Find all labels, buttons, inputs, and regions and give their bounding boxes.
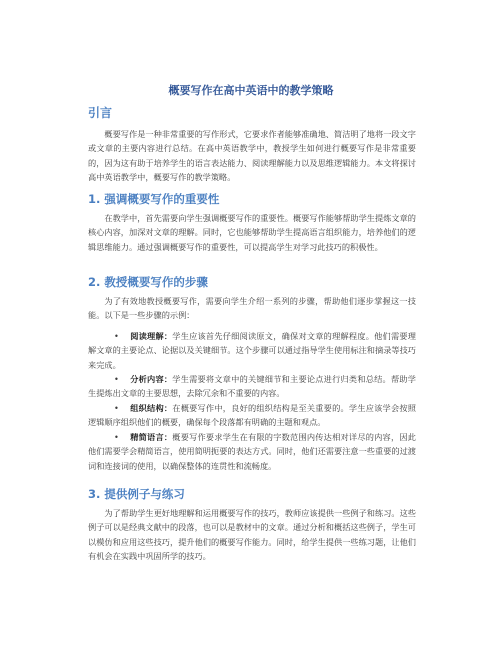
section-3-heading: 3. 提供例子与练习: [88, 487, 185, 501]
bullet-text: 学生应该首先仔细阅读原文，确保对文章的理解程度。他们需要理解文章的主要论点、论据以及关键细节。这个步骤可以通过指导学生使用标注和摘录等技巧来完成。: [88, 331, 416, 370]
bullet-dot: •: [114, 403, 119, 413]
bullet-dot: •: [114, 374, 119, 384]
section-1-heading: 1. 强调概要写作的重要性: [88, 192, 220, 206]
bullet-item: [88, 372, 416, 401]
intro-heading: 引言: [88, 106, 113, 120]
bullet-term: 分析内容：: [130, 374, 173, 384]
bullet-text: 概要写作要求学生在有限的字数范围内传达相对详尽的内容，因此他们需要学会精简语言，使用简明扼要的表达方式。同时，他们还需要注意一些重要的过渡词和连接词的使用，以确保整体的连贯性和流畅度。: [88, 432, 416, 471]
bullet-item: [88, 329, 416, 372]
bullet-term: 组织结构：: [130, 403, 173, 413]
bullet-item: [88, 430, 416, 473]
bullet-dot: •: [114, 432, 119, 442]
section-2-heading: 2. 教授概要写作的步骤: [88, 275, 208, 289]
document-title: 概要写作在高中英语中的教学策略: [168, 84, 334, 97]
bullet-text: 在概要写作中，良好的组织结构是至关重要的。学生应该学会按照逻辑顺序组织他们的概要，确保每个段落都有明确的主题和观点。: [88, 403, 416, 428]
bullet-text: 学生需要将文章中的关键细节和主要论点进行归类和总结。帮助学生提炼出文章的主要思想，去除冗余和不重要的内容。: [88, 374, 416, 399]
bullet-term: 阅读理解：: [130, 331, 173, 341]
intro-paragraph: 概要写作是一种非常重要的写作形式，它要求作者能够准确地、简洁明了地将一段文字或文章的主要内容进行总结。在高中英语教学中，教授学生如何进行概要写作是非常重要的，因为这有助于培养学生的语言表达能力、阅读理解能力以及思维逻辑能力。本文将探讨高中英语教学中，概要写作的教学策略。: [88, 129, 416, 183]
bullet-item: [88, 401, 416, 430]
bullet-term: 精简语言：: [130, 432, 173, 442]
section-2-paragraph: 为了有效地教授概要写作，需要向学生介绍一系列的步骤，帮助他们逐步掌握这一技能。以下是一些步骤的示例：: [88, 296, 416, 321]
section-1-paragraph: 在教学中，首先需要向学生强调概要写作的重要性。概要写作能够帮助学生提炼文章的核心内容，加深对文章的理解。同时，它也能够帮助学生提高语言组织能力，培养他们的逻辑思维能力。通过强调概要写作的重要性，可以提高学生对学习此技巧的积极性。: [88, 213, 416, 252]
bullet-dot: •: [114, 331, 119, 341]
section-3-paragraph: 为了帮助学生更好地理解和运用概要写作的技巧，教师应该提供一些例子和练习。这些例子可以是经典文献中的段落，也可以是教材中的文章。通过分析和概括这些例子，学生可以模仿和应用这些技巧，提升他们的概要写作能力。同时，给学生提供一些练习题，让他们有机会在实践中巩固所学的技巧。: [88, 508, 416, 562]
